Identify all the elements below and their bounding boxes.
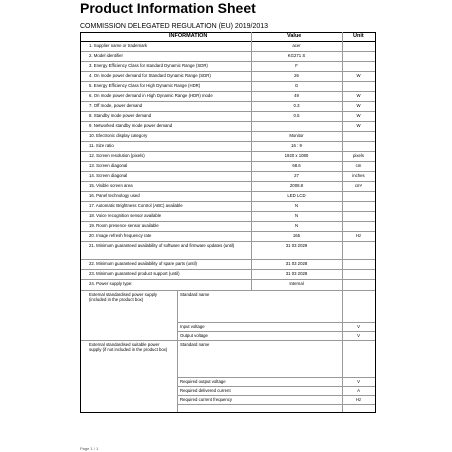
- row-divider: [81, 131, 375, 132]
- external-standard-name-label: Standard name: [180, 292, 210, 297]
- row-value: acer: [292, 43, 301, 48]
- row-unit: W: [356, 113, 361, 118]
- row-label: 18. Voice recognition sensor available: [89, 213, 162, 218]
- row-unit: cm²: [354, 183, 363, 188]
- row-label: 23. Minimum guaranteed product support (until): [89, 271, 180, 276]
- row-divider: [81, 91, 375, 92]
- row-value: 26: [294, 73, 299, 78]
- row-label: 10. Electronic display category: [89, 133, 148, 138]
- row-label: 16. Panel technology used: [89, 193, 140, 198]
- external-standard-line-2: [177, 331, 375, 332]
- row-unit: Hz: [355, 233, 362, 238]
- external-suitable-line-3: [177, 395, 375, 396]
- regulation-reference: COMMISSION DELEGATED REGULATION (EU) 2019/2013: [80, 23, 269, 30]
- information-table: [80, 32, 376, 413]
- row-label: 15. Visible screen area: [89, 183, 133, 188]
- row-label: 1. Supplier name or trademark: [89, 43, 148, 48]
- required-current-frequency-label: Required current frequency: [180, 397, 233, 402]
- header-bottom-border: [81, 41, 375, 42]
- required-delivered-current-unit: A: [357, 388, 360, 393]
- power-block-middle-line: [81, 340, 375, 341]
- row-unit: inches: [352, 173, 365, 178]
- row-divider: [81, 181, 375, 182]
- row-value: 2008.8: [289, 183, 304, 188]
- external-standard-line-1: [177, 322, 375, 323]
- row-value: 31 03 2028: [285, 261, 308, 266]
- document-title: Product Information Sheet: [80, 0, 256, 16]
- row-unit: W: [356, 103, 361, 108]
- row-value: LED LCD: [287, 193, 306, 198]
- table-top-border: [81, 32, 375, 33]
- header-unit: Unit: [353, 33, 364, 39]
- row-divider: [81, 231, 375, 232]
- row-divider: [81, 121, 375, 122]
- row-divider: [81, 171, 375, 172]
- row-value: N: [294, 213, 299, 218]
- row-label: 12. Screen resolution (pixels): [89, 153, 145, 158]
- row-label: 3. Energy Efficiency Class for standard Dynamic Range (SDR): [89, 63, 208, 68]
- row-label: 8. Standby mode power demand: [89, 113, 152, 118]
- row-value: 31 03 2029: [285, 243, 308, 248]
- row-label: 17. Automatic Brightness Control (ABC) available: [89, 203, 183, 208]
- row-value: N: [294, 203, 299, 208]
- row-divider: [81, 201, 375, 202]
- external-suitable-name-label: Standard name: [180, 342, 210, 347]
- row-divider: [81, 101, 375, 102]
- row-divider: [81, 111, 375, 112]
- required-output-voltage-unit: V: [357, 379, 360, 384]
- row-value: 16 : 9: [291, 143, 302, 148]
- header-information: INFORMATION: [169, 33, 208, 39]
- row-divider: [81, 141, 375, 142]
- row-divider: [81, 71, 375, 72]
- row-divider: [81, 81, 375, 82]
- row-divider: [81, 191, 375, 192]
- required-output-voltage-label: Required output voltage: [180, 379, 226, 384]
- row-label: 6. On mode power demand in High Dynamic Range (HDR) mode: [89, 93, 213, 98]
- row-unit: pixels: [353, 153, 364, 158]
- row-value: 1920 x 1080: [284, 153, 309, 158]
- row-divider: [81, 221, 375, 222]
- row-label: 21. Minimum guaranteed availability of software and firmware updates (until): [89, 243, 235, 248]
- row-divider: [81, 51, 375, 52]
- row-value: 0.5: [293, 113, 300, 118]
- external-suitable-line-4: [177, 404, 375, 405]
- power-block-top-line: [81, 290, 375, 291]
- row-value: 68.6: [292, 163, 301, 168]
- row-label: 7. Off mode, power demand: [89, 103, 143, 108]
- row-value: 49: [294, 93, 299, 98]
- header-value: Value: [287, 33, 302, 39]
- row-value: 27: [294, 173, 299, 178]
- row-divider: [81, 241, 375, 242]
- row-unit: cm: [355, 163, 362, 168]
- row-divider: [81, 161, 375, 162]
- external-standard-output-voltage-label: Output voltage: [180, 333, 208, 338]
- external-suitable-label: External standardised suitable power supply (if not included in the product box): [89, 342, 168, 352]
- row-value: Internal: [289, 281, 304, 286]
- row-value: F: [295, 63, 298, 68]
- required-current-frequency-unit: Hz: [355, 397, 362, 402]
- row-divider: [81, 269, 375, 270]
- row-value: 165: [292, 233, 301, 238]
- row-label: 14. Screen diagonal: [89, 173, 128, 178]
- row-divider: [81, 279, 375, 280]
- external-suitable-line-1: [177, 377, 375, 378]
- row-label: 13. Screen diagonal: [89, 163, 128, 168]
- row-divider: [81, 211, 375, 212]
- row-value: KG271 S: [287, 53, 306, 58]
- row-value: Monitor: [289, 133, 304, 138]
- row-value: N: [294, 223, 299, 228]
- external-standard-input-voltage-label: Input voltage: [180, 324, 205, 329]
- external-suitable-line-2: [177, 386, 375, 387]
- row-label: 2. Model identifier: [89, 53, 123, 58]
- row-label: 22. Minimum guaranteed availability of spare parts (until): [89, 261, 197, 266]
- external-standard-output-unit: V: [357, 333, 360, 338]
- row-value: 31 03 2028: [285, 271, 308, 276]
- row-label: 24. Power supply type:: [89, 281, 133, 286]
- row-label: 11. Size ratio: [89, 143, 114, 148]
- required-delivered-current-label: Required delivered current: [180, 388, 231, 393]
- row-unit: W: [356, 93, 361, 98]
- row-divider: [81, 61, 375, 62]
- row-label: 20. Image refresh frequency rate: [89, 233, 152, 238]
- column-divider-unit: [342, 32, 343, 412]
- column-divider-power-supply: [177, 290, 178, 412]
- row-value: 0.3: [293, 103, 300, 108]
- page-number: Page 1 / 1: [80, 446, 99, 451]
- row-label: 4. On mode power demand for Standard Dynamic Range (SDR): [89, 73, 211, 78]
- row-label: 19. Room presence sensor available: [89, 223, 159, 228]
- row-divider: [81, 151, 375, 152]
- row-value: G: [294, 83, 299, 88]
- row-label: 9. Networked standby mode power demand: [89, 123, 173, 128]
- row-divider: [81, 259, 375, 260]
- row-unit: W: [356, 123, 361, 128]
- row-unit: W: [356, 73, 361, 78]
- external-standard-label: External standardised power supply (included in the product box): [89, 292, 158, 302]
- row-label: 5. Energy Efficiency Class for High Dynamic Range (HDR): [89, 83, 201, 88]
- external-standard-input-unit: V: [357, 324, 360, 329]
